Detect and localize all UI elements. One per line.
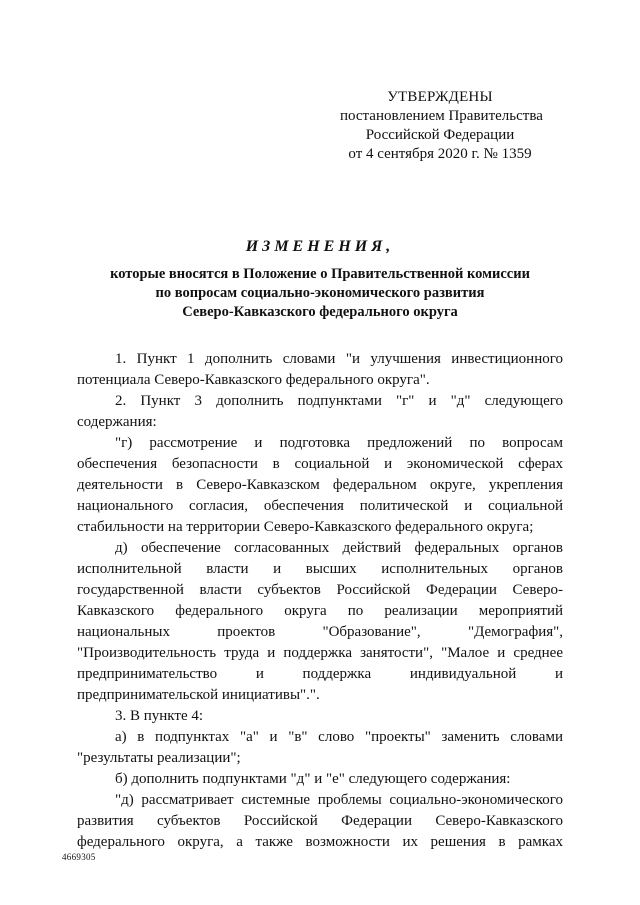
heading-subtitle-line: Северо-Кавказского федерального округа xyxy=(182,304,458,320)
approval-line: постановлением Правительства xyxy=(340,108,543,124)
paragraph-subitem-g: "г) рассмотрение и подготовка предложений по вопросам обеспечения безопасности в социальной и экономической сферах деятельности в Северо-Кавказском федеральном округе, укрепления национального согласия, обеспечения политической и социальной стабильности на территории Северо-Кавказского федерального округа; xyxy=(77,435,563,535)
paragraph-item-2: 2. Пункт 3 дополнить подпунктами "г" и "д" следующего содержания: xyxy=(77,393,563,430)
paragraph-subitem-a: а) в подпунктах "а" и "в" слово "проекты" заменить словами "результаты реализации"; xyxy=(77,729,563,766)
paragraph-subitem-d-continued: "д) рассматривает системные проблемы социально-экономического развития субъектов Российской Федерации Северо-Кавказского федерального округа, а также возможности их решения в рамках xyxy=(77,792,563,850)
approval-title: УТВЕРЖДЕНЫ xyxy=(387,89,493,105)
document-title: ИЗМЕНЕНИЯ, xyxy=(245,238,395,255)
approval-date-number: от 4 сентября 2020 г. № 1359 xyxy=(348,146,532,162)
approval-line: Российской Федерации xyxy=(365,127,515,143)
document-heading xyxy=(60,238,580,322)
approval-block xyxy=(340,88,543,164)
heading-subtitle-line: которые вносятся в Положение о Правительственной комиссии xyxy=(110,266,530,282)
paragraph-item-3: 3. В пункте 4: xyxy=(115,708,204,724)
paragraph-subitem-d: д) обеспечение согласованных действий федеральных органов исполнительной власти и высших исполнительных органов государственной власти субъектов Российской Федерации Северо-Кавказского федерального округа по реализации мероприятий национальных проектов "Образование", "Демография", "Производительность труда и поддержка занятости", "Малое и среднее предпринимательство и поддержка индивидуальной и предпринимательской инициативы".". xyxy=(77,540,563,703)
document-code: 4669305 xyxy=(62,852,96,862)
document-body xyxy=(77,349,563,853)
paragraph-subitem-b: б) дополнить подпунктами "д" и "е" следующего содержания: xyxy=(115,771,511,787)
heading-subtitle-line: по вопросам социально-экономического развития xyxy=(155,285,485,301)
paragraph-item-1: 1. Пункт 1 дополнить словами "и улучшения инвестиционного потенциала Северо-Кавказского федерального округа". xyxy=(77,351,563,388)
